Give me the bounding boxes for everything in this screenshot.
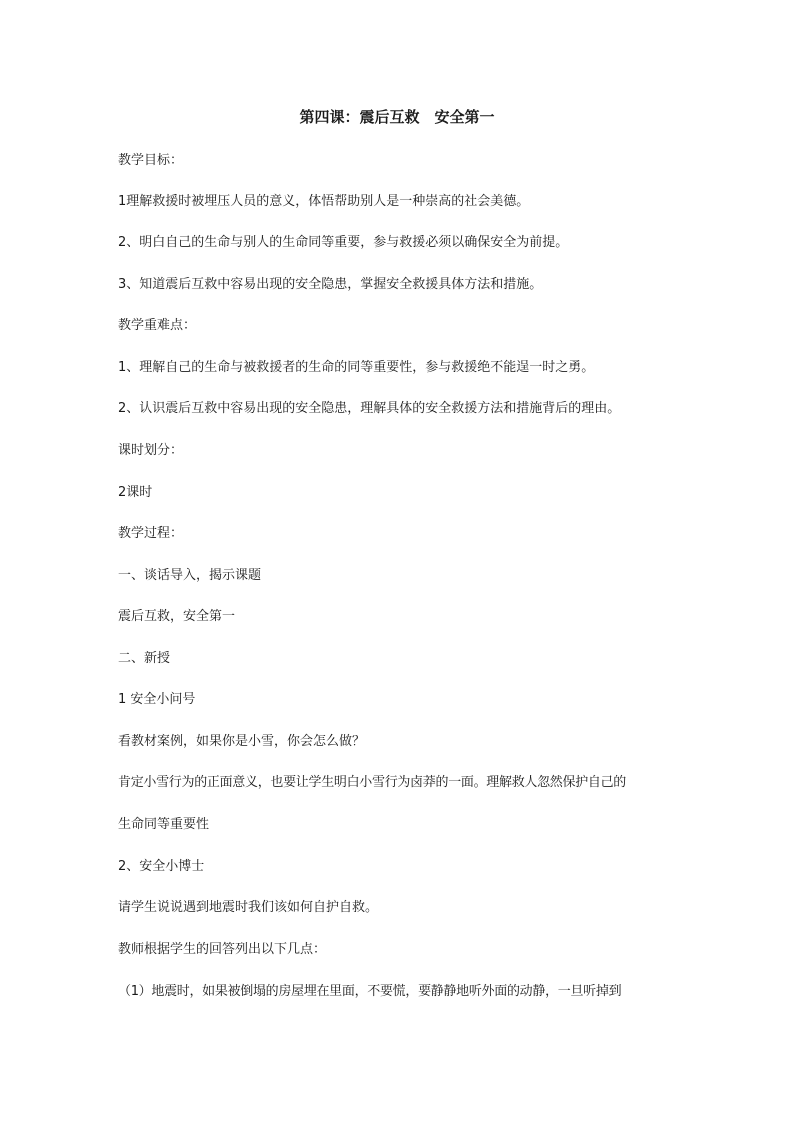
subsection-1-question: 看教材案例，如果你是小雪，你会怎么做？ — [118, 734, 366, 749]
class-hours-value: 2课时 — [118, 485, 153, 500]
goal-item-1: 1理解救援时被埋压人员的意义，体悟帮助别人是一种崇高的社会美德。 — [118, 194, 530, 209]
point-1: （1）地震时，如果被倒塌的房屋埋在里面，不要慌，要静静地听外面的动静，一旦听掉到 — [118, 984, 622, 999]
section-two-heading: 二、新授 — [118, 651, 171, 666]
subsection-1-heading: 1 安全小问号 — [118, 692, 196, 707]
difficulty-item-1: 1、理解自己的生命与被救援者的生命的同等重要性，参与救援绝不能逞一时之勇。 — [118, 360, 595, 375]
goal-item-2: 2、明白自己的生命与别人的生命同等重要，参与救援必须以确保安全为前提。 — [118, 235, 569, 250]
subsection-1-explanation: 肯定小雪行为的正面意义，也要让学生明白小雪行为卤莽的一面。理解救人忽然保护自己的 — [118, 775, 627, 790]
subsection-2-summary: 教师根据学生的回答列出以下几点： — [118, 942, 327, 957]
difficulty-item-2: 2、认识震后互救中容易出现的安全隐患，理解具体的安全救援方法和措施背后的理由。 — [118, 401, 621, 416]
section-one-heading: 一、谈话导入，揭示课题 — [118, 568, 262, 583]
heading-teaching-process: 教学过程： — [118, 526, 184, 541]
heading-teaching-goals: 教学目标： — [118, 153, 184, 168]
section-one-text: 震后互救，安全第一 — [118, 609, 236, 624]
subsection-2-heading: 2、安全小博士 — [118, 859, 205, 874]
lesson-title: 第四课：震后互救 安全第一 — [299, 108, 495, 126]
subsection-2-prompt: 请学生说说遇到地震时我们该如何自护自救。 — [118, 900, 379, 915]
heading-class-hours: 课时划分： — [118, 443, 184, 458]
goal-item-3: 3、知道震后互救中容易出现的安全隐患，掌握安全救援具体方法和措施。 — [118, 277, 543, 292]
heading-key-difficulties: 教学重难点： — [118, 318, 197, 333]
subsection-1-explanation-cont: 生命同等重要性 — [118, 817, 210, 832]
